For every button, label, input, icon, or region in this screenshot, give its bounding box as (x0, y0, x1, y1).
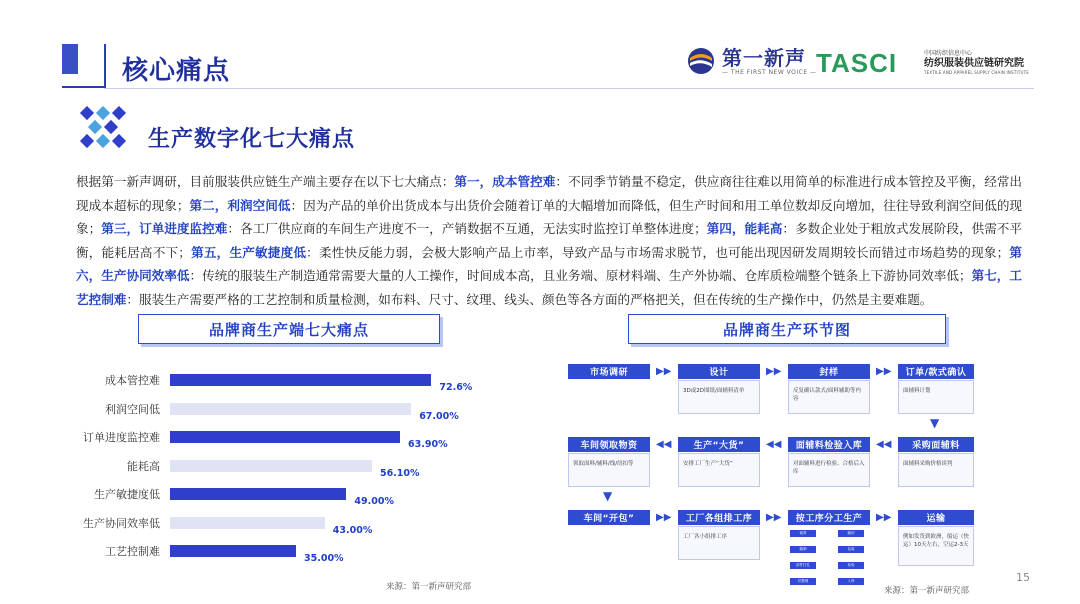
page-number: 15 (1016, 571, 1030, 584)
bar-value-label: 49.00% (354, 496, 394, 507)
flow-node-transport: 运输 (898, 510, 974, 525)
left-panel-title: 品牌商生产端七大痛点 (138, 314, 440, 344)
para-text: ：柔性快反能力弱，会极大影响产品上市率，导致产品与市场需求脱节，也可能出现因研发周期较长而错过市场趋势的现象； (306, 244, 1010, 260)
para-text: 根据第一新声调研，目前服装供应链生产端主要存在以下七大痛点： (76, 174, 455, 189)
flow-sub-sample: 反复确认款式/面料辅助等内容 (788, 380, 870, 414)
arrow-left-icon: ◀◀ (766, 439, 782, 450)
header-divider (104, 88, 1034, 89)
para-highlight: 第四，能耗高 (706, 221, 783, 236)
para-highlight: 第二，利润空间低 (189, 197, 291, 213)
bar-value-label: 35.00% (304, 553, 344, 564)
tasci-logo: TASCI (816, 48, 898, 78)
para-highlight: 第三，订单进度监控难 (101, 221, 228, 236)
arrow-right-icon: ▶▶ (656, 512, 672, 523)
bar-mark (170, 403, 411, 415)
para-text: ：不同季节销量不稳定，供应商往往难以用简单的标准进行成本管控及平衡，经常出现成本超标的现象； (76, 174, 1023, 213)
institute-parent: 中国纺织信息中心 (924, 50, 973, 57)
diamond-cluster-icon (78, 106, 130, 156)
bar-category-label: 生产协同效率低 (83, 516, 160, 530)
arrow-left-icon: ◀◀ (876, 439, 892, 450)
para-text: ：传统的服装生产制造通常需要大量的人工操作，时间成本高，且业务端、原材料端、生产外协端、仓库质检端整个链条上下游协同效率低； (189, 268, 972, 283)
logo-main-text: 第一新声 (722, 45, 806, 70)
para-highlight: 第六，生产协同效率低 (76, 244, 1023, 283)
left-source-note: 来源：第一新声研究部 (386, 582, 472, 592)
bar-value-label: 56.10% (379, 467, 420, 479)
para-highlight: 第一，成本管控难 (454, 174, 556, 189)
bar-value-label: 72.6% (439, 382, 473, 393)
arrow-right-icon: ▶▶ (656, 366, 672, 377)
bar-mark (170, 488, 346, 500)
arrow-right-icon: ▶▶ (766, 366, 782, 377)
flow-sub-design: 3D或2D图纸/面辅料清单 (678, 380, 760, 414)
flow-node-workshop-open: 车间“开包” (568, 510, 650, 525)
flow-node-sample: 封样 (788, 364, 870, 379)
flow-mini-step: 缝纫 (838, 530, 864, 537)
flow-node-process-production: 按工序分工生产 (788, 510, 870, 525)
arrow-right-icon: ▶▶ (876, 512, 892, 523)
first-new-voice-logo (686, 46, 817, 76)
bar-mark (170, 460, 372, 472)
arrow-left-icon: ◀◀ (656, 439, 672, 450)
bar-category-label: 成本管控难 (105, 374, 160, 387)
bar-mark (170, 431, 400, 443)
right-panel-title: 品牌商生产环节图 (628, 314, 946, 344)
section-title: 生产数字化七大痛点 (148, 127, 356, 152)
flow-mini-step: 部件打孔 (790, 562, 816, 569)
pain-points-bar-chart (60, 362, 500, 562)
arrow-down-icon: ▼ (603, 489, 613, 503)
flow-node-scheduling: 工厂各组排工序 (678, 510, 760, 525)
header-accent-frame (62, 44, 106, 88)
para-highlight: 第七，工艺控制难 (76, 268, 1023, 307)
arrow-down-icon: ▼ (930, 416, 940, 430)
logo-main-subtext: — THE FIRST NEW VOICE — (722, 68, 817, 76)
bar-mark (170, 545, 296, 557)
flow-mini-step: 包装 (838, 546, 864, 553)
arrow-right-icon: ▶▶ (876, 366, 892, 377)
flow-node-market-research: 市场调研 (568, 364, 650, 379)
bar-category-label: 生产敏捷度低 (94, 488, 160, 501)
page-title: 核心痛点 (122, 56, 231, 86)
flow-sub-inspection: 对面辅料进行检验、合格后入库 (788, 453, 870, 487)
flow-mini-step: 后整理 (790, 578, 816, 585)
bar-value-label: 43.00% (332, 524, 373, 536)
flow-node-inspection: 面辅料检验入库 (788, 437, 870, 452)
bar-value-label: 63.90% (408, 439, 448, 450)
para-highlight: 第五，生产敏捷度低 (190, 244, 307, 260)
flow-node-design: 设计 (678, 364, 760, 379)
pain-points-paragraph (76, 170, 1022, 311)
flow-mini-step: 缝制 (790, 546, 816, 553)
flow-sub-scheduling: 工厂各小组排工序 (678, 526, 760, 560)
flow-sub-purchase: 面辅料采购价格谈判 (898, 453, 974, 487)
flow-mini-step: 入库 (838, 578, 864, 585)
flow-node-mass-production: 生产“大货” (678, 437, 760, 452)
institute-logo (924, 48, 1029, 75)
para-text: ：多数企业处于粗放式发展阶段，供需不平衡，能耗居高不下； (76, 221, 1023, 260)
flow-node-order-confirm: 订单/款式确认 (898, 364, 974, 379)
right-source-note: 来源：第一新声研究部 (884, 586, 970, 596)
flow-node-purchase: 采购面辅料 (898, 437, 974, 452)
para-text: ：因为产品的单价出货成本与出货价会随着订单的大幅增加而降低，但生产时间和用工单位数却反向增加，往往导致利润空间低的现象； (76, 197, 1023, 236)
bar-category-label: 利润空间低 (105, 402, 160, 416)
flow-node-workshop-materials: 车间领取物资 (568, 437, 650, 452)
institute-name: 纺织服装供应链研究院 (924, 58, 1024, 69)
institute-english: TEXTILE AND APPAREL SUPPLY CHAIN INSTITUTE (924, 70, 1029, 75)
flow-sub-mass-production: 安排工厂生产“大货” (678, 453, 760, 487)
flow-mini-step: 检验 (838, 562, 864, 569)
bar-mark (170, 374, 431, 386)
flow-sub-order-confirm: 面辅料计划 (898, 380, 974, 414)
bar-category-label: 订单进度监控难 (83, 431, 160, 444)
bar-category-label: 工艺控制难 (105, 545, 160, 558)
para-text: ：各工厂供应商的车间生产进度不一，产销数据不互通，无法实时监控订单整体进度； (227, 221, 707, 236)
bar-value-label: 67.00% (419, 410, 459, 422)
bar-category-label: 能耗高 (127, 459, 160, 473)
arrow-right-icon: ▶▶ (766, 512, 782, 523)
flow-sub-transport: 例如发货到欧洲，船运（快运）10天左右，空运2-3天 (898, 526, 974, 566)
bar-mark (170, 517, 325, 529)
first-new-voice-logo-icon (686, 46, 716, 76)
flow-mini-step: 裁剪 (790, 530, 816, 537)
flow-sub-workshop-materials: 领取面料/辅料/线/纽扣等 (568, 453, 650, 487)
para-text: ：服装生产需要严格的工艺控制和质量检测，如布料、尺寸、纹理、线头、颜色等各方面的严格把关，但在传统的生产操作中，仍然是主要难题。 (126, 291, 933, 307)
